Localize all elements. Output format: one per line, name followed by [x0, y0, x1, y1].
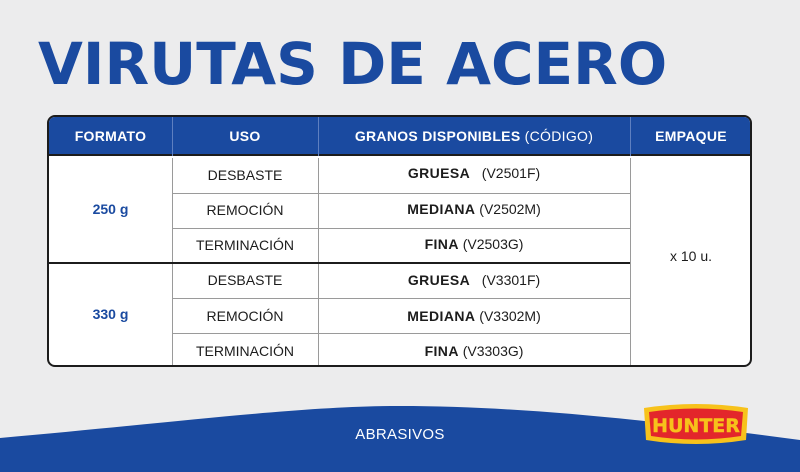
grano-code: (V2502M) [479, 201, 541, 217]
hunter-logo [640, 402, 752, 446]
format-cell: 330 g [92, 306, 129, 322]
product-table [47, 115, 752, 367]
grano-code: (V2503G) [462, 236, 524, 252]
grano-cell [318, 343, 630, 359]
logo-text: HUNTER [652, 415, 740, 437]
grano-name: FINA [424, 343, 459, 359]
grano-name: GRUESA [407, 272, 471, 288]
header-divider [318, 117, 319, 156]
uso-cell: REMOCIÓN [206, 308, 284, 324]
header-granos-codigo: (CÓDIGO) [524, 128, 594, 144]
header-granos [318, 117, 630, 156]
uso-cell: DESBASTE [207, 272, 283, 288]
grano-code: (V2501F) [481, 165, 541, 181]
header-empaque: EMPAQUE [655, 128, 727, 144]
group-divider [49, 262, 630, 264]
grano-cell [318, 308, 630, 324]
header-formato: FORMATO [74, 128, 147, 144]
header-divider [172, 117, 173, 156]
row-divider [172, 333, 630, 334]
grano-cell [318, 201, 630, 217]
grano-cell [318, 236, 630, 252]
row-divider [172, 193, 630, 194]
header-divider [630, 117, 631, 156]
uso-cell: TERMINACIÓN [196, 343, 294, 359]
grano-name: MEDIANA [407, 201, 476, 217]
table-header [49, 117, 750, 156]
footer-label: ABRASIVOS [355, 426, 445, 443]
grano-cell [318, 165, 630, 181]
grano-code: (V3301F) [481, 272, 541, 288]
header-granos-label: GRANOS DISPONIBLES [354, 128, 521, 144]
grano-code: (V3302M) [479, 308, 541, 324]
uso-cell: DESBASTE [207, 167, 283, 183]
page-title: VIRUTAS DE ACERO [38, 30, 668, 98]
grano-name: MEDIANA [407, 308, 476, 324]
row-divider [172, 228, 630, 229]
uso-cell: TERMINACIÓN [196, 237, 294, 253]
row-divider [172, 298, 630, 299]
grano-name: GRUESA [407, 165, 471, 181]
header-uso: USO [229, 128, 261, 144]
grano-code: (V3303G) [462, 343, 524, 359]
grano-name: FINA [424, 236, 459, 252]
format-cell: 250 g [92, 201, 129, 217]
empaque-cell: x 10 u. [669, 248, 713, 264]
grano-cell [318, 272, 630, 288]
uso-cell: REMOCIÓN [206, 202, 284, 218]
